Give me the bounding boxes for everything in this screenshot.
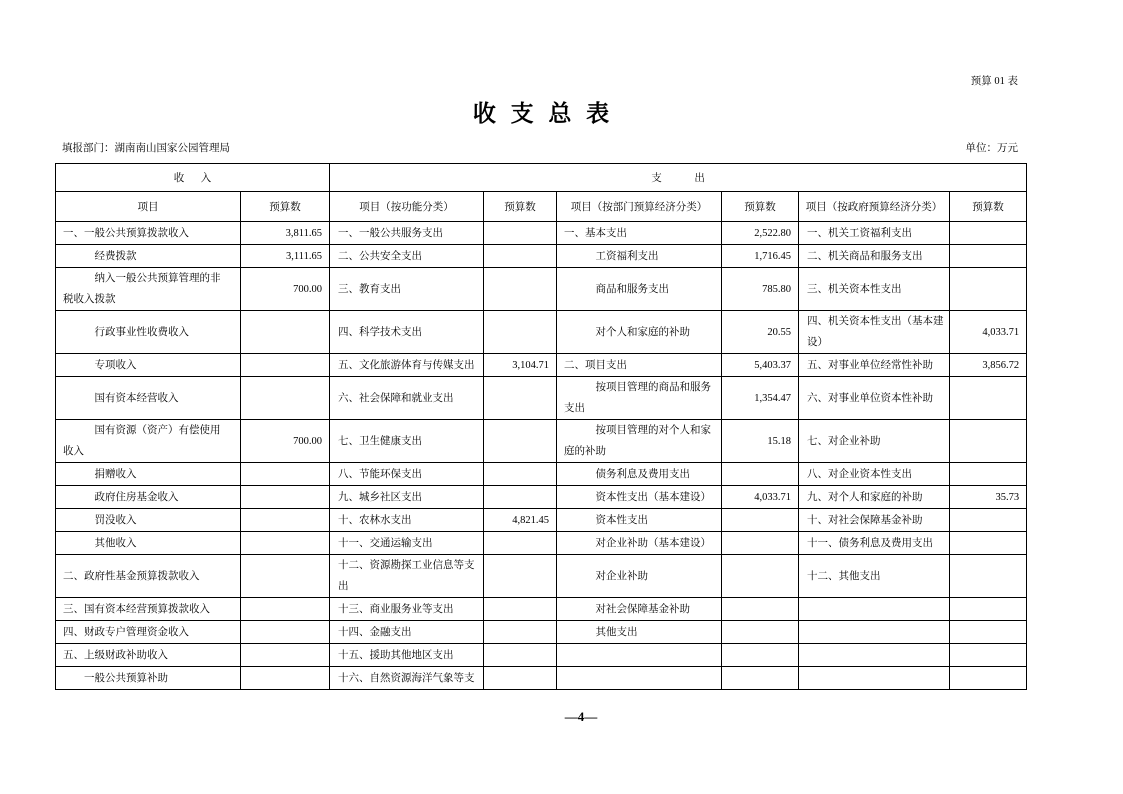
dept-econ-amount: 1,716.45 — [722, 245, 799, 268]
income-item: 纳入一般公共预算管理的非税收入拨款 — [63, 273, 221, 305]
gov-econ-item: 二、机关商品和服务支出 — [807, 250, 923, 262]
income-amount — [241, 509, 330, 532]
gov-econ-item-cell — [799, 486, 950, 509]
income-item: 捐赠收入 — [94, 468, 137, 480]
gov-econ-item: 十一、债务利息及费用支出 — [807, 537, 933, 549]
table-row — [56, 644, 1027, 667]
column-header-gov-econ-amount: 预算数 — [950, 192, 1027, 222]
table-row — [56, 377, 1027, 420]
dept-econ-item: 按项目管理的对个人和家庭的补助 — [564, 425, 711, 457]
dept-econ-item-cell — [557, 354, 722, 377]
income-item-cell — [56, 555, 241, 598]
gov-econ-item-cell — [799, 354, 950, 377]
income-item-cell — [56, 245, 241, 268]
income-item-cell — [56, 222, 241, 245]
income-item: 政府住房基金收入 — [94, 491, 179, 503]
gov-econ-item: 三、机关资本性支出 — [807, 283, 902, 295]
dept-econ-item: 对个人和家庭的补助 — [595, 326, 690, 338]
table-row — [56, 486, 1027, 509]
dept-econ-amount: 4,033.71 — [722, 486, 799, 509]
table-row — [56, 509, 1027, 532]
table-row — [56, 354, 1027, 377]
function-amount — [484, 311, 557, 354]
gov-econ-amount — [950, 644, 1027, 667]
table-row — [56, 420, 1027, 463]
gov-econ-amount: 4,033.71 — [950, 311, 1027, 354]
function-amount — [484, 486, 557, 509]
table-row — [56, 667, 1027, 690]
table-row — [56, 245, 1027, 268]
gov-econ-amount — [950, 377, 1027, 420]
function-item: 五、文化旅游体育与传媒支出 — [338, 359, 475, 371]
function-amount — [484, 644, 557, 667]
dept-econ-amount: 5,403.37 — [722, 354, 799, 377]
function-item-cell — [330, 667, 484, 690]
income-amount — [241, 463, 330, 486]
gov-econ-item: 六、对事业单位资本性补助 — [807, 392, 933, 404]
gov-econ-item-cell — [799, 644, 950, 667]
function-item-cell — [330, 222, 484, 245]
dept-econ-amount — [722, 644, 799, 667]
gov-econ-amount — [950, 463, 1027, 486]
function-item-cell — [330, 509, 484, 532]
section-header-row — [56, 164, 1027, 192]
income-item-cell — [56, 463, 241, 486]
dept-econ-item: 对企业补助（基本建设） — [595, 537, 711, 549]
function-amount — [484, 420, 557, 463]
dept-econ-item-cell — [557, 532, 722, 555]
income-item-cell — [56, 354, 241, 377]
page-title: 收 支 总 表 — [472, 101, 610, 126]
function-item: 七、卫生健康支出 — [338, 435, 422, 447]
function-item-cell — [330, 463, 484, 486]
dept-econ-item-cell — [557, 486, 722, 509]
table-row — [56, 532, 1027, 555]
income-item-cell — [56, 532, 241, 555]
income-item-cell — [56, 420, 241, 463]
income-item: 五、上级财政补助收入 — [63, 649, 168, 661]
gov-econ-item: 一、机关工资福利支出 — [807, 227, 912, 239]
income-amount — [241, 644, 330, 667]
dept-econ-amount — [722, 509, 799, 532]
gov-econ-amount — [950, 598, 1027, 621]
function-amount — [484, 377, 557, 420]
income-amount — [241, 532, 330, 555]
function-amount — [484, 268, 557, 311]
column-header-gov-econ-item: 项目（按政府预算经济分类） — [799, 192, 950, 222]
dept-econ-item-cell — [557, 311, 722, 354]
function-item: 三、教育支出 — [338, 283, 401, 295]
gov-econ-amount — [950, 667, 1027, 690]
gov-econ-amount: 3,856.72 — [950, 354, 1027, 377]
gov-econ-item-cell — [799, 222, 950, 245]
column-header-function-item: 项目（按功能分类） — [330, 192, 484, 222]
dept-econ-item: 对企业补助 — [595, 570, 648, 582]
dept-econ-item: 资本性支出（基本建设） — [595, 491, 711, 503]
dept-econ-item: 工资福利支出 — [595, 250, 659, 262]
income-amount — [241, 311, 330, 354]
function-item-cell — [330, 420, 484, 463]
dept-econ-amount: 15.18 — [722, 420, 799, 463]
dept-econ-item: 二、项目支出 — [564, 359, 627, 371]
income-amount — [241, 377, 330, 420]
dept-econ-amount: 785.80 — [722, 268, 799, 311]
function-item-cell — [330, 621, 484, 644]
unit-label: 单位：万元 — [965, 143, 1018, 154]
function-item: 九、城乡社区支出 — [338, 491, 422, 503]
gov-econ-amount — [950, 509, 1027, 532]
income-amount: 3,811.65 — [241, 222, 330, 245]
reporting-department: 填报部门：湖南南山国家公园管理局 — [62, 143, 230, 154]
function-item-cell — [330, 354, 484, 377]
gov-econ-amount — [950, 420, 1027, 463]
gov-econ-item: 十、对社会保障基金补助 — [807, 514, 923, 526]
dept-econ-item-cell — [557, 555, 722, 598]
function-amount: 4,821.45 — [484, 509, 557, 532]
income-amount — [241, 621, 330, 644]
table-body — [56, 222, 1027, 690]
gov-econ-amount — [950, 621, 1027, 644]
function-amount: 3,104.71 — [484, 354, 557, 377]
gov-econ-item: 十二、其他支出 — [807, 570, 881, 582]
income-item: 行政事业性收费收入 — [94, 326, 189, 338]
dept-econ-item-cell — [557, 644, 722, 667]
dept-econ-item-cell — [557, 509, 722, 532]
function-item: 八、节能环保支出 — [338, 468, 422, 480]
function-item: 四、科学技术支出 — [338, 326, 422, 338]
function-amount — [484, 245, 557, 268]
income-item-cell — [56, 667, 241, 690]
page-number: —4— — [564, 709, 598, 724]
function-item: 十三、商业服务业等支出 — [338, 603, 454, 615]
gov-econ-item-cell — [799, 532, 950, 555]
function-amount — [484, 532, 557, 555]
function-item-cell — [330, 268, 484, 311]
income-item-cell — [56, 621, 241, 644]
income-item-cell — [56, 598, 241, 621]
column-header-income-item: 项目 — [56, 192, 241, 222]
income-item: 经费拨款 — [94, 250, 137, 262]
income-amount: 3,111.65 — [241, 245, 330, 268]
dept-econ-amount — [722, 621, 799, 644]
income-item-cell — [56, 377, 241, 420]
dept-econ-item-cell — [557, 377, 722, 420]
function-amount — [484, 555, 557, 598]
gov-econ-amount — [950, 532, 1027, 555]
table-row — [56, 311, 1027, 354]
income-item: 一般公共预算补助 — [84, 672, 168, 684]
function-item: 十六、自然资源海洋气象等支 — [338, 672, 475, 684]
gov-econ-item-cell — [799, 420, 950, 463]
gov-econ-item-cell — [799, 268, 950, 311]
income-item: 罚没收入 — [94, 514, 137, 526]
income-amount — [241, 667, 330, 690]
form-code-label: 预算 01 表 — [970, 76, 1018, 87]
column-header-function-amount: 预算数 — [484, 192, 557, 222]
dept-econ-item-cell — [557, 222, 722, 245]
function-item: 十一、交通运输支出 — [338, 537, 433, 549]
dept-econ-amount — [722, 555, 799, 598]
expense-section-header: 支 出 — [330, 164, 1027, 192]
income-item: 一、一般公共预算拨款收入 — [63, 227, 189, 239]
table-row — [56, 621, 1027, 644]
dept-econ-item-cell — [557, 621, 722, 644]
dept-econ-item: 对社会保障基金补助 — [595, 603, 690, 615]
dept-econ-amount — [722, 463, 799, 486]
dept-econ-item: 一、基本支出 — [564, 227, 627, 239]
gov-econ-item-cell — [799, 598, 950, 621]
income-item: 四、财政专户管理资金收入 — [63, 626, 189, 638]
income-item-cell — [56, 268, 241, 311]
gov-econ-amount — [950, 245, 1027, 268]
gov-econ-item-cell — [799, 311, 950, 354]
function-amount — [484, 222, 557, 245]
gov-econ-item: 八、对企业资本性支出 — [807, 468, 912, 480]
dept-econ-amount — [722, 598, 799, 621]
column-header-dept-econ-item: 项目（按部门预算经济分类） — [557, 192, 722, 222]
function-amount — [484, 621, 557, 644]
gov-econ-item: 五、对事业单位经常性补助 — [807, 359, 933, 371]
function-item-cell — [330, 245, 484, 268]
function-item: 一、一般公共服务支出 — [338, 227, 443, 239]
function-amount — [484, 667, 557, 690]
table-row — [56, 555, 1027, 598]
dept-econ-item-cell — [557, 463, 722, 486]
gov-econ-amount: 35.73 — [950, 486, 1027, 509]
column-header-income-amount: 预算数 — [241, 192, 330, 222]
income-amount — [241, 354, 330, 377]
gov-econ-item-cell — [799, 245, 950, 268]
gov-econ-item-cell — [799, 555, 950, 598]
dept-econ-item-cell — [557, 268, 722, 311]
function-amount — [484, 598, 557, 621]
income-item: 专项收入 — [94, 359, 137, 371]
gov-econ-item: 九、对个人和家庭的补助 — [807, 491, 923, 503]
function-item-cell — [330, 598, 484, 621]
dept-econ-amount — [722, 667, 799, 690]
function-item-cell — [330, 532, 484, 555]
income-item: 三、国有资本经营预算拨款收入 — [63, 603, 210, 615]
income-item: 其他收入 — [94, 537, 137, 549]
income-amount — [241, 555, 330, 598]
dept-econ-item-cell — [557, 598, 722, 621]
income-item-cell — [56, 644, 241, 667]
function-item: 十、农林水支出 — [338, 514, 412, 526]
dept-econ-item: 债务利息及费用支出 — [595, 468, 690, 480]
table-row — [56, 463, 1027, 486]
dept-econ-item-cell — [557, 667, 722, 690]
income-item: 国有资本经营收入 — [94, 392, 179, 404]
dept-econ-item: 商品和服务支出 — [595, 283, 669, 295]
gov-econ-item: 四、机关资本性支出（基本建设） — [807, 316, 944, 348]
income-amount: 700.00 — [241, 268, 330, 311]
gov-econ-item-cell — [799, 667, 950, 690]
gov-econ-item: 七、对企业补助 — [807, 435, 881, 447]
gov-econ-amount — [950, 555, 1027, 598]
gov-econ-amount — [950, 268, 1027, 311]
income-item: 二、政府性基金预算拨款收入 — [63, 570, 200, 582]
gov-econ-item-cell — [799, 621, 950, 644]
gov-econ-item-cell — [799, 509, 950, 532]
function-item-cell — [330, 486, 484, 509]
income-amount: 700.00 — [241, 420, 330, 463]
table-row — [56, 268, 1027, 311]
dept-econ-amount: 2,522.80 — [722, 222, 799, 245]
function-item-cell — [330, 377, 484, 420]
function-item-cell — [330, 644, 484, 667]
gov-econ-item-cell — [799, 377, 950, 420]
table-row — [56, 598, 1027, 621]
function-item: 十五、援助其他地区支出 — [338, 649, 454, 661]
income-section-header: 收 入 — [56, 164, 330, 192]
gov-econ-amount — [950, 222, 1027, 245]
function-item: 六、社会保障和就业支出 — [338, 392, 454, 404]
dept-econ-amount: 1,354.47 — [722, 377, 799, 420]
dept-econ-item-cell — [557, 420, 722, 463]
column-header-dept-econ-amount: 预算数 — [722, 192, 799, 222]
income-item-cell — [56, 509, 241, 532]
dept-econ-item: 其他支出 — [595, 626, 638, 638]
function-amount — [484, 463, 557, 486]
function-item-cell — [330, 311, 484, 354]
table-row — [56, 222, 1027, 245]
dept-econ-item: 资本性支出 — [595, 514, 648, 526]
dept-econ-amount — [722, 532, 799, 555]
income-amount — [241, 486, 330, 509]
budget-summary-table — [55, 163, 1027, 690]
dept-econ-amount: 20.55 — [722, 311, 799, 354]
gov-econ-item-cell — [799, 463, 950, 486]
income-item: 国有资源（资产）有偿使用收入 — [63, 425, 221, 457]
income-item-cell — [56, 486, 241, 509]
dept-econ-item-cell — [557, 245, 722, 268]
function-item: 十四、金融支出 — [338, 626, 412, 638]
column-header-row — [56, 192, 1027, 222]
function-item: 二、公共安全支出 — [338, 250, 422, 262]
dept-econ-item: 按项目管理的商品和服务支出 — [564, 382, 711, 414]
income-amount — [241, 598, 330, 621]
income-item-cell — [56, 311, 241, 354]
function-item: 十二、资源勘探工业信息等支出 — [338, 560, 475, 592]
function-item-cell — [330, 555, 484, 598]
